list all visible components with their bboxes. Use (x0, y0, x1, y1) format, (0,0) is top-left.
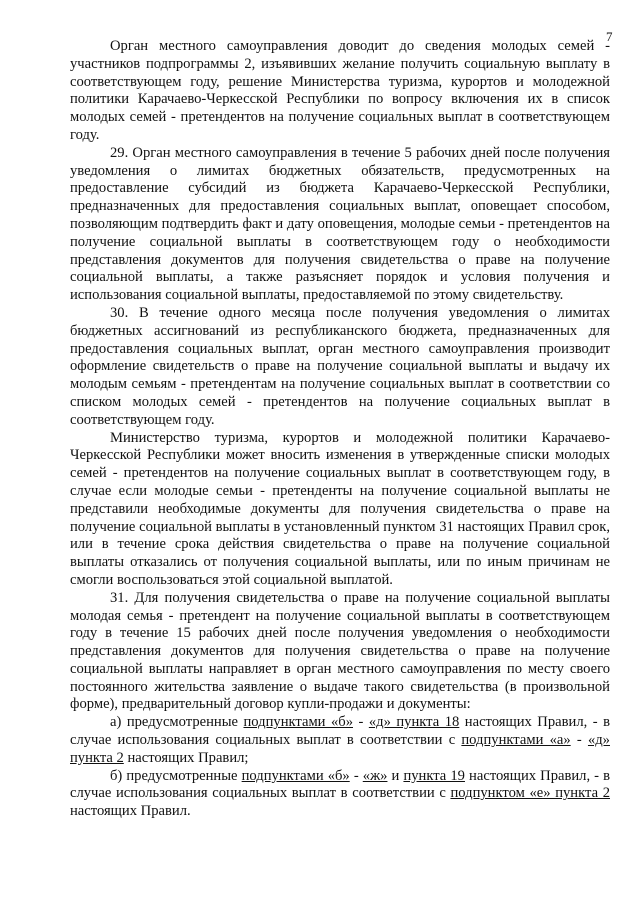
link-d-point-2[interactable]: «д» пункта 2 (70, 732, 610, 766)
list-item-b: б) предусмотренные подпунктами «б» - «ж» и пункта 19 настоящих Правил, - в случае использования социальных выплат в соответствии с подпунктом «е» пункта 2 настоящих Правил. (70, 767, 611, 820)
link-subparagraphs-b[interactable]: подпунктами «б» (243, 714, 353, 731)
document-body (70, 38, 610, 821)
link-zh[interactable]: «ж» (362, 767, 388, 784)
link-subparagraphs-b[interactable]: подпунктами «б» (241, 767, 350, 784)
list-item-a: а) предусмотренные подпунктами «б» - «д» пункта 18 настоящих Правил, - в случае использования социальных выплат в соответствии с подпунктами «а» - «д» пункта 2 настоящих Правил; (70, 714, 610, 766)
link-d-point-18[interactable]: «д» пункта 18 (368, 714, 460, 731)
link-point-19[interactable]: пункта 19 (403, 767, 465, 784)
paragraph-29: 29. Орган местного самоуправления в течение 5 рабочих дней после получения уведомления о лимитах бюджетных обязательств, предусмотренных на предоставление субсидий из бюджета Карачаево-Черкесской Республики, предназначенных для предоставления социальных выплат, оповещает способом, позволяющим подтвердить факт и дату оповещения, молодые семьи - претендентов на получение социальной выплаты в соответствующем году о необходимости представления документов для получения свидетельства о праве на получение социальной выплаты, а также разъясняет порядок и условия получения и использования социальной выплаты, предоставляемой по этому свидетельству. (70, 144, 610, 304)
page-number: 7 (606, 29, 613, 44)
paragraph-31: 31. Для получения свидетельства о праве на получение социальной выплаты молодая семья - претендент на получение социальной выплаты в соответствующем году в течение 15 рабочих дней после получения уведомления о необходимости представления документов для получения свидетельства о праве на получение социальной выплаты направляет в орган местного самоуправления по месту своего постоянного жительства заявление о выдаче такого свидетельства (в произвольной форме), предварительный договор купли-продажи и документы: (70, 589, 610, 713)
link-subparagraph-e-point-2[interactable]: подпунктом «е» пункта 2 (450, 785, 610, 802)
paragraph-notification: Орган местного самоуправления доводит до сведения молодых семей - участников подпрограммы 2, изъявивших желание получить социальную выплату в соответствующем году, решение Министерства туризма, курортов и молодежной политики Карачаево-Черкесской Республики по вопросу включения их в список молодых семей - претендентов на получение социальных выплат в соответствующем году. (70, 38, 610, 143)
paragraph-ministry-changes: Министерство туризма, курортов и молодежной политики Карачаево-Черкесской Республики может вносить изменения в утвержденные списки молодых семей - претендентов на получение социальных выплат в соответствующем году, в случае если молодые семьи - претенденты на получение социальной выплаты не представили необходимые документы для получения свидетельства о праве на получение социальной выплаты в установленный пунктом 31 настоящих Правил срок, или в течение срока действия свидетельства о праве на получение социальной выплаты отказались от получения социальной выплаты, или по иным причинам не смогли воспользоваться этой социальной выплатой. (70, 429, 610, 588)
link-subparagraphs-a[interactable]: подпунктами «а» (461, 732, 571, 749)
paragraph-30: 30. В течение одного месяца после получения уведомления о лимитах бюджетных ассигнований из республиканского бюджета, предназначенных для предоставления социальных выплат, орган местного самоуправления производит оформление свидетельств о праве на получение социальной выплаты и выдачу их молодым семьям - претендентам на получение социальных выплат в соответствии со списком молодых семей - претендентов на получение социальных выплат в соответствующем году. (70, 304, 610, 428)
